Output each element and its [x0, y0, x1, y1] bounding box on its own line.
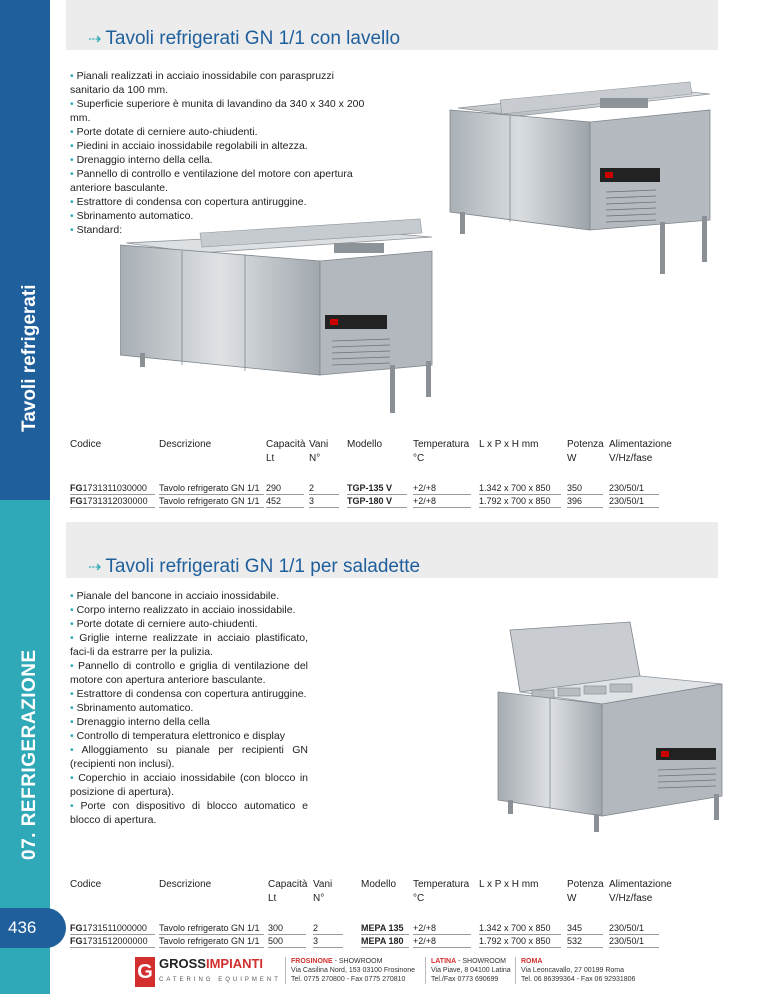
list-item: • Standard: — [70, 224, 123, 236]
list-item: • Griglie interne realizzate in acciaio plastificato, faci-li da estrarre per la pulizia. — [70, 632, 309, 658]
column-header: Capacità Lt — [266, 439, 306, 464]
list-item: • Drenaggio interno della cella — [70, 716, 210, 728]
showroom-roma: ROMA Via Leoncavallo, 27 00199 Roma Tel. 06 86399364 - Fax 06 92931806 — [515, 957, 635, 984]
list-item: • Pannello di controllo e ventilazione del motore con apertura anteriore basculante. — [70, 168, 353, 194]
column-header: Alimentazione V/Hz/fase — [609, 879, 672, 904]
column-header: Potenza W — [567, 879, 604, 904]
column-header: Capacità Lt — [268, 879, 308, 904]
column-header: L x P x H mm — [479, 879, 539, 890]
column-header: Temperatura °C — [413, 879, 470, 904]
list-item: • Pianali realizzati in acciaio inossidabile con paraspruzzi sanitario da 100 mm. — [70, 70, 334, 96]
list-item: • Piedini in acciaio inossidabile regolabili in altezza. — [70, 140, 308, 152]
list-item: • Superficie superiore è munita di lavandino da 340 x 340 x 200 mm. — [70, 98, 365, 124]
sidebar-category-label: Tavoli refrigerati — [19, 284, 40, 432]
table-row: FG1731512000000 Tavolo refrigerato GN 1/1 500 3 MEPA 180 +2/+8 1.792 x 700 x 850 532 230/50/1 — [70, 935, 710, 948]
page-number: 436 — [0, 908, 66, 948]
column-header: Modello — [361, 879, 397, 890]
feature-list-2 — [70, 589, 308, 827]
product-image-table-3doors — [120, 215, 450, 415]
showroom-latina: LATINA - SHOWROOM Via Piave, 8 04100 Latina Tel./Fax 0773 690699 — [425, 957, 511, 984]
list-item: • Estrattore di condensa con copertura antiruggine. — [70, 688, 307, 700]
column-header: Temperatura °C — [413, 439, 470, 464]
list-item: • Controllo di temperatura elettronico e display — [70, 730, 285, 742]
column-header: Descrizione — [159, 879, 212, 890]
list-item: • Corpo interno realizzato in acciaio inossidabile. — [70, 604, 296, 616]
table-header — [70, 438, 710, 470]
list-item: • Sbrinamento automatico. — [70, 702, 194, 714]
column-header: Alimentazione V/Hz/fase — [609, 439, 672, 464]
column-header: Descrizione — [159, 439, 212, 450]
section-title-1: ⇢ Tavoli refrigerati GN 1/1 con lavello — [88, 28, 401, 49]
list-item: • Porte dotate di cerniere auto-chiudenti. — [70, 618, 258, 630]
column-header: Codice — [70, 879, 102, 890]
list-item: • Sbrinamento automatico. — [70, 210, 194, 222]
logo-name: GROSSIMPIANTI — [159, 956, 264, 971]
list-item: • Alloggiamento su pianale per recipienti GN (recipienti non inclusi). — [70, 744, 309, 770]
arrow-icon: ⇢ — [88, 559, 102, 576]
column-header: Vani N° — [313, 879, 333, 904]
list-item: • Pannello di controllo e griglia di ventilazione del motore con apertura anteriore basculante. — [70, 660, 309, 686]
column-header: Modello — [347, 439, 383, 450]
list-item: • Coperchio in acciaio inossidabile (con blocco in posizione di apertura). — [70, 772, 308, 798]
table-row: FG1731312030000 Tavolo refrigerato GN 1/1 452 3 TGP-180 V +2/+8 1.792 x 700 x 850 396 230/50/1 — [70, 495, 710, 508]
logo-tagline: CATERING EQUIPMENT — [159, 977, 281, 983]
showroom-frosinone: FROSINONE - SHOWROOM Via Casilina Nord, 153 03100 Frosinone Tel. 0775 270800 - Fax 0775 270810 — [285, 957, 415, 984]
section-title-2: ⇢ Tavoli refrigerati GN 1/1 per saladette — [88, 556, 421, 577]
feature-list-1 — [70, 69, 370, 237]
list-item: • Porte dotate di cerniere auto-chiudenti. — [70, 126, 258, 138]
table-row: FG1731311030000 Tavolo refrigerato GN 1/1 290 2 TGP-135 V +2/+8 1.342 x 700 x 850 350 230/50/1 — [70, 482, 710, 495]
arrow-icon: ⇢ — [88, 31, 102, 48]
list-item: • Pianale del bancone in acciaio inossidabile. — [70, 590, 280, 602]
section-header-2 — [66, 522, 718, 578]
list-item: • Estrattore di condensa con copertura antiruggine. — [70, 196, 307, 208]
product-image-saladette — [490, 620, 730, 835]
table-header — [70, 878, 710, 910]
section-header-1 — [66, 0, 718, 50]
footer — [135, 957, 715, 989]
list-item: • Drenaggio interno della cella. — [70, 154, 213, 166]
logo-mark-icon: G — [135, 957, 155, 987]
column-header: L x P x H mm — [479, 439, 539, 450]
column-header: Codice — [70, 439, 102, 450]
table-row: FG1731511000000 Tavolo refrigerato GN 1/1 300 2 MEPA 135 +2/+8 1.342 x 700 x 850 345 230/50/1 — [70, 922, 710, 935]
list-item: • Porte con dispositivo di blocco automatico e blocco di apertura. — [70, 800, 308, 826]
company-logo — [135, 957, 281, 987]
product-image-table-2doors — [440, 80, 720, 280]
sidebar-chapter-label: 07. REFRIGERAZIONE — [19, 649, 40, 860]
column-header: Potenza W — [567, 439, 604, 464]
column-header: Vani N° — [309, 439, 329, 464]
